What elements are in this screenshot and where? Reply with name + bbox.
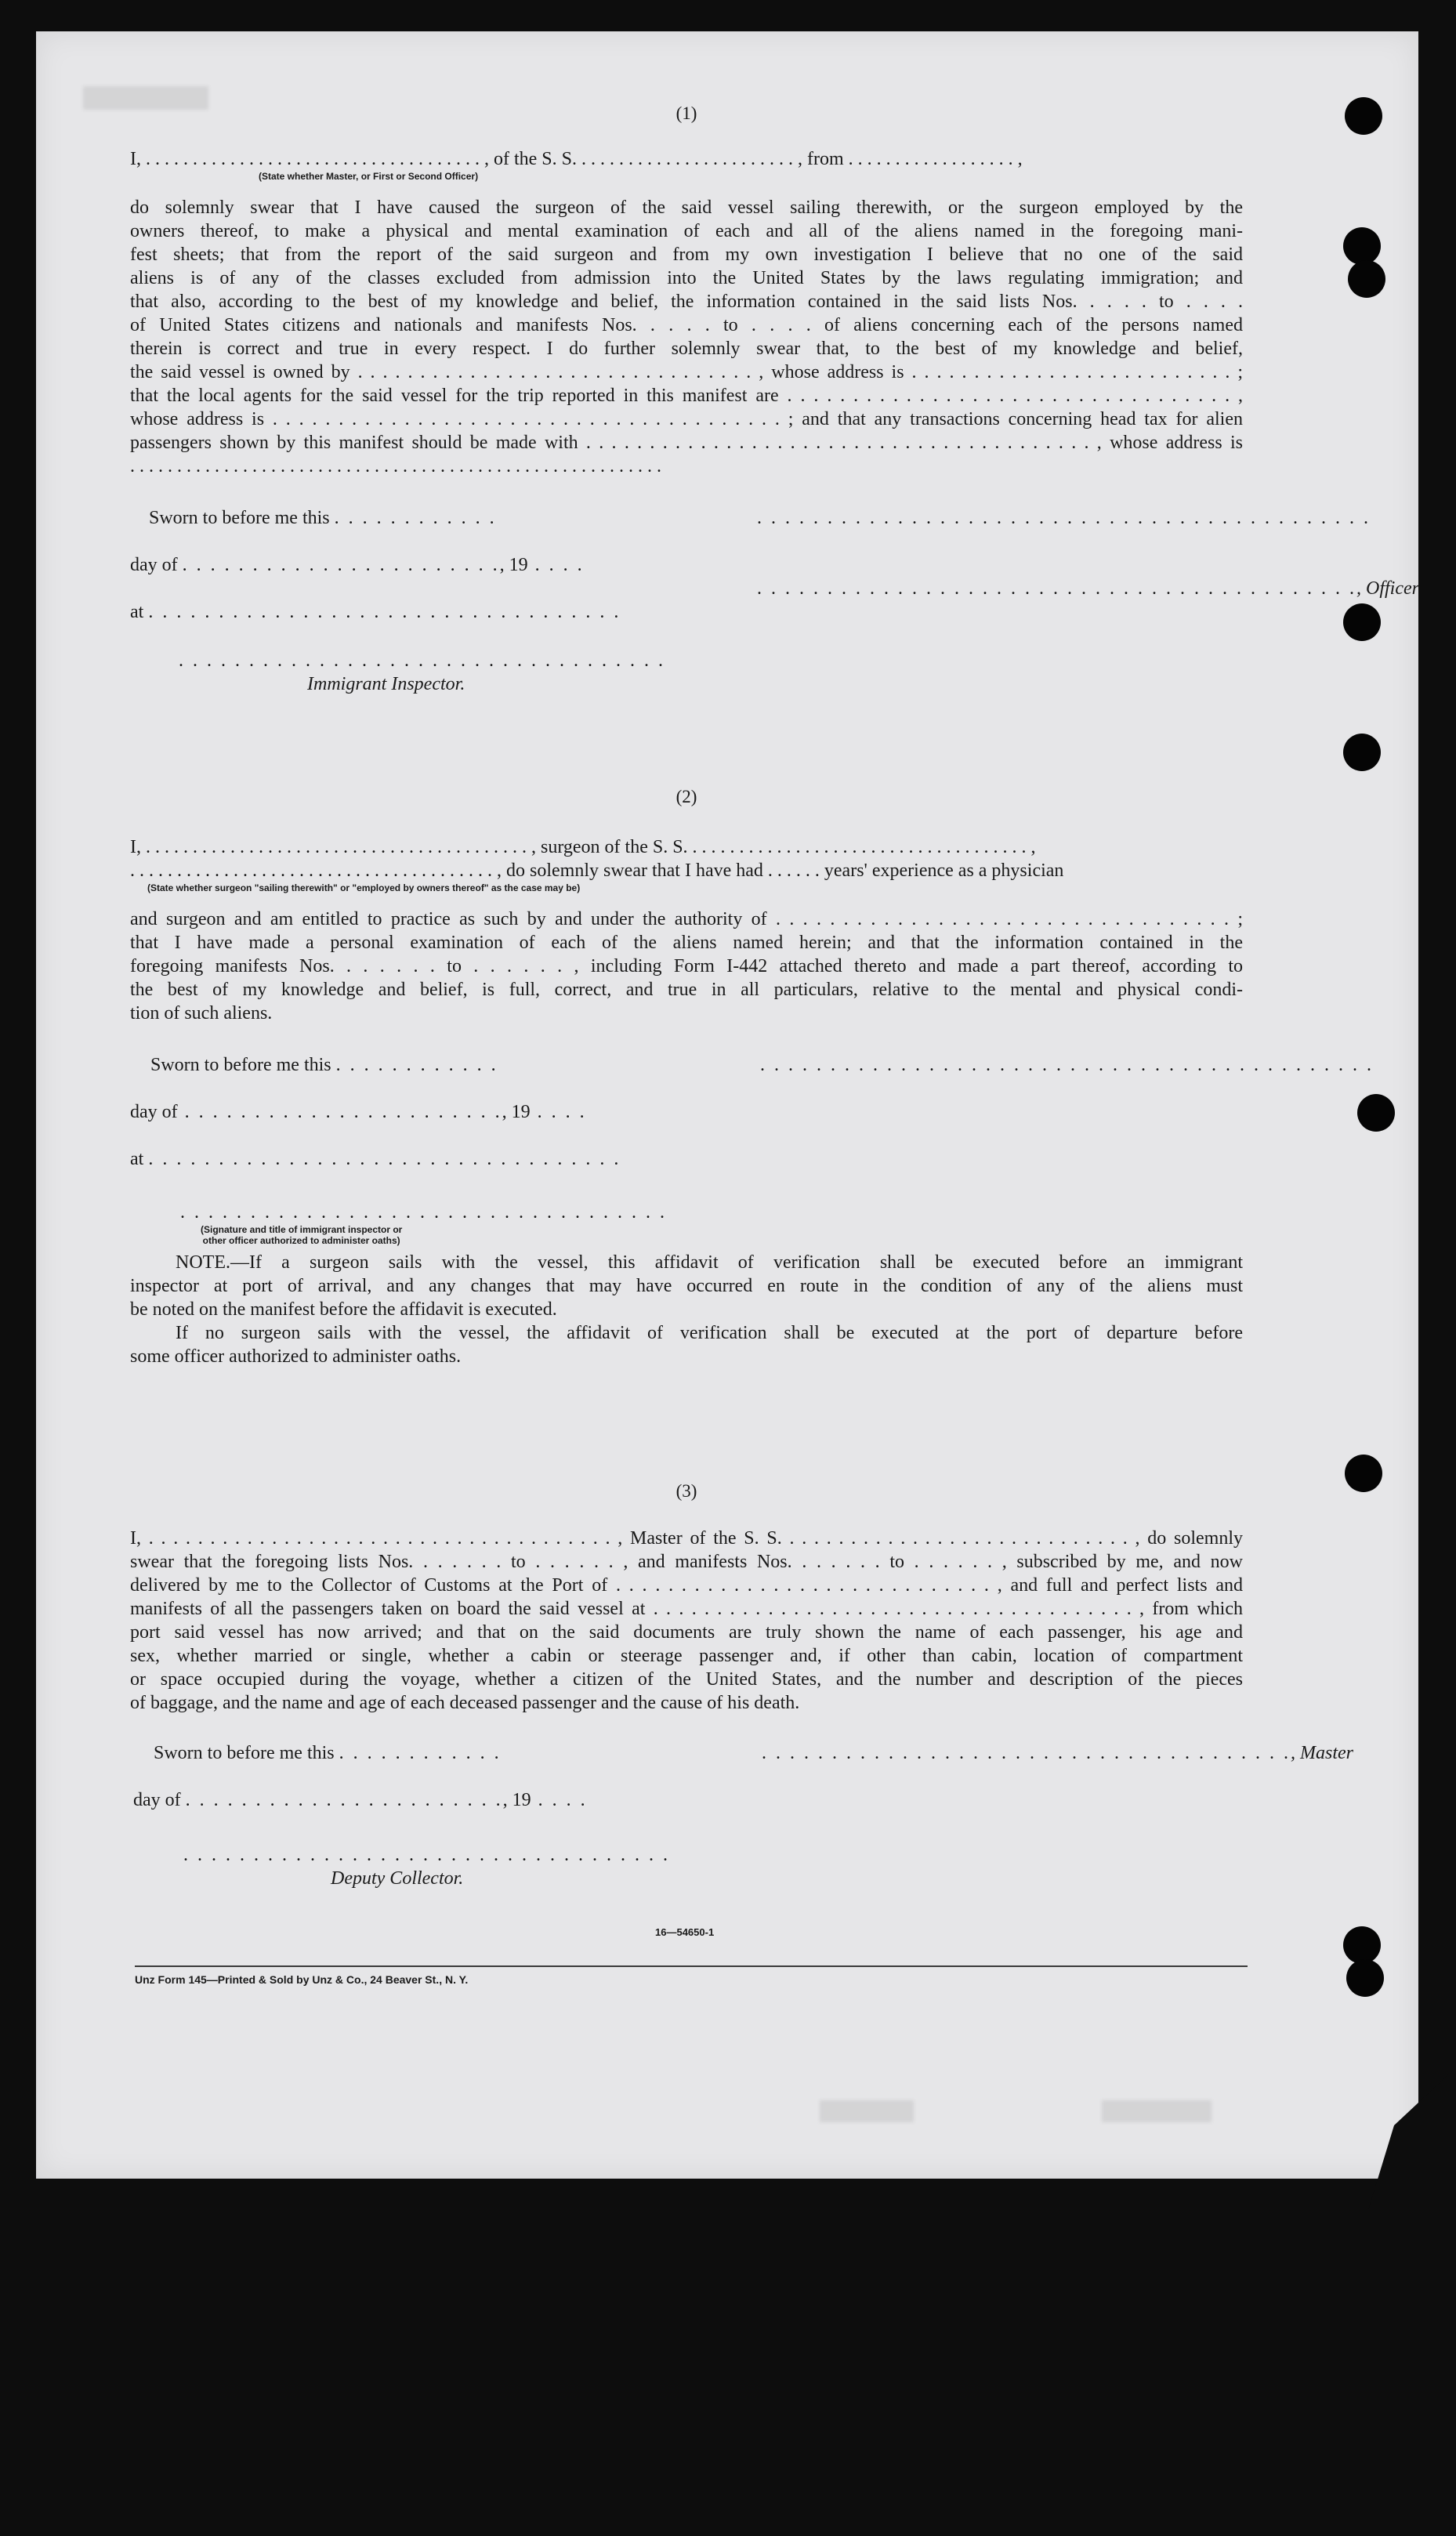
section-1-number: (1) bbox=[675, 103, 697, 123]
section-1-first-line bbox=[130, 147, 1243, 171]
inspector-title: Immigrant Inspector. bbox=[307, 674, 465, 694]
note-line: inspector at port of arrival, and any changes that may have occurred en route in the condition of any of the aliens must bbox=[130, 1276, 1243, 1296]
punch-hole bbox=[1343, 734, 1381, 771]
note-line: some officer authorized to administer oaths. bbox=[130, 1346, 462, 1367]
surgeon-note: (State whether surgeon "sailing therewith" or "employed by owners thereof" as the case may be) bbox=[147, 882, 581, 893]
printer-footer: Unz Form 145—Printed & Sold by Unz & Co., 24 Beaver St., N. Y. bbox=[135, 1973, 469, 1986]
section-1-body bbox=[130, 196, 1243, 478]
section-3-line: delivered by me to the Collector of Customs at the Port of . . . . . . . . . . . . . . . . . . . . . . . . . . . . . , and full and perfect lists and bbox=[130, 1575, 1243, 1596]
section-1-line: fest sheets; that from the report of the said surgeon and from my own investigation I believe that no one of the said bbox=[130, 245, 1243, 265]
punch-hole bbox=[1348, 260, 1385, 298]
signature-line: . . . . . . . . . . . . . . . . . . . . . . . . . . . . . . . . . . . bbox=[180, 1202, 667, 1223]
section-2-body bbox=[130, 908, 1243, 1025]
signature-line: . . . . . . . . . . . . . . . . . . . . . . . . . . . . . . . . . . . . . . . . . . . . bbox=[760, 1055, 1374, 1075]
master-signature: . . . . . . . . . . . . . . . . . . . . . . . . . . . . . . . . . . . . . ., Master bbox=[762, 1743, 1353, 1763]
section-2-intro bbox=[130, 835, 1243, 882]
bleed-through-mark bbox=[1102, 2100, 1212, 2122]
section-2-line: the best of my knowledge and belief, is full, correct, and true in all particulars, relative to the mental and physical condi- bbox=[130, 980, 1243, 1000]
section-1-line: passengers shown by this manifest should be made with . . . . . . . . . . . . . . . . . . . . . . . . . . . . . . . . . . . . . . . . , whose address is bbox=[130, 433, 1243, 453]
form-number: 16—54650-1 bbox=[655, 1926, 715, 1938]
section-3-line: I, . . . . . . . . . . . . . . . . . . . . . . . . . . . . . . . . . . . . . . , Master of the S. S. . . . . . . . . . . . . . . . . . . . . . . . . . . . . , do solemnly bbox=[130, 1528, 1243, 1549]
section-3-number: (3) bbox=[675, 1481, 697, 1501]
sworn-label: Sworn to before me this . . . . . . . . . . . . bbox=[149, 508, 497, 528]
signature-note bbox=[201, 1224, 402, 1246]
punch-hole bbox=[1357, 1094, 1395, 1132]
section-3-line: manifests of all the passengers taken on board the said vessel at . . . . . . . . . . . . . . . . . . . . . . . . . . . . . . . . . . . . . . , from which bbox=[130, 1599, 1243, 1619]
section-3-line: sex, whether married or single, whether a cabin or steerage passenger and, if other than cabin, location of compartment bbox=[130, 1646, 1243, 1666]
inspector-signature-line: . . . . . . . . . . . . . . . . . . . . . . . . . . . . . . . . . . . bbox=[179, 650, 665, 671]
section-1-line: of United States citizens and nationals and manifests Nos. . . . . to . . . . of aliens concerning each of the persons named bbox=[130, 315, 1243, 335]
punch-hole bbox=[1343, 1926, 1381, 1964]
section-2-number: (2) bbox=[675, 787, 697, 806]
section-1-line: owners thereof, to make a physical and mental examination of each and all of the aliens named in the foregoing mani- bbox=[130, 221, 1243, 241]
section-2-line: . . . . . . . . . . . . . . . . . . . . . . . . . . . . . . . . . . . . . . . , do solemnly swear that I have had . . . . . . years' experience as a physician bbox=[130, 860, 1064, 881]
note-line: be noted on the manifest before the affidavit is executed. bbox=[130, 1299, 557, 1320]
punch-hole bbox=[1345, 97, 1382, 135]
section-2-line: and surgeon and am entitled to practice as such by and under the authority of . . . . . . . . . . . . . . . . . . . . . . . . . . . . . . . . . . ; bbox=[130, 909, 1243, 929]
section-2-line: foregoing manifests Nos. . . . . . . to . . . . . . , including Form I-442 attached thereto and made a part thereof, according to bbox=[130, 956, 1243, 976]
signature-note-line: (Signature and title of immigrant inspector or bbox=[201, 1224, 403, 1235]
section-1-line: the said vessel is owned by . . . . . . . . . . . . . . . . . . . . . . . . . . . . . . . . , whose address is . . . . . . . . . . . . . . . . . . . . . . . . . . ; bbox=[130, 362, 1243, 382]
note-paragraph bbox=[130, 1251, 1243, 1368]
section-3-line: port said vessel has now arrived; and that on the said documents are truly shown the name of each passenger, his age and bbox=[130, 1622, 1243, 1643]
section-1-line: . . . . . . . . . . . . . . . . . . . . . . . . . . . . . . . . . . . . . . . . . . . . . . . . . . . . . . . . . bbox=[130, 456, 661, 476]
section-3-line: or space occupied during the voyage, whether a citizen of the United States, and the number and description of the pieces bbox=[130, 1669, 1243, 1690]
day-of-label: day of . . . . . . . . . . . . . . . . . . . . . . ., 19 . . . . bbox=[130, 1102, 587, 1122]
master-note: (State whether Master, or First or Second Officer) bbox=[259, 171, 479, 182]
section-1-line: therein is correct and true in every respect. I do further solemnly swear that, to the best of my knowledge and belief, bbox=[130, 339, 1243, 359]
punch-hole bbox=[1343, 603, 1381, 641]
at-label: at . . . . . . . . . . . . . . . . . . . . . . . . . . . . . . . . . . bbox=[130, 602, 621, 622]
section-3-line: swear that the foregoing lists Nos. . . . . . . to . . . . . . , and manifests Nos. . . . . . . to . . . . . . , subscribed by me, and now bbox=[130, 1552, 1243, 1572]
torn-corner bbox=[1368, 2069, 1454, 2210]
punch-hole bbox=[1346, 1959, 1384, 1997]
section-1-line: aliens is of any of the classes excluded from admission into the United States by the laws regulating immigration; and bbox=[130, 268, 1243, 288]
section-1-line: do solemnly swear that I have caused the surgeon of the said vessel sailing therewith, or the surgeon employed by the bbox=[130, 197, 1243, 218]
sworn-label: Sworn to before me this . . . . . . . . . . . . bbox=[154, 1743, 502, 1763]
form-page bbox=[36, 31, 1418, 2179]
section-3-line: of baggage, and the name and age of each deceased passenger and the cause of his death. bbox=[130, 1693, 800, 1713]
day-of-label: day of . . . . . . . . . . . . . . . . . . . . . . ., 19 . . . . bbox=[133, 1790, 588, 1810]
section-2-line: that I have made a personal examination of each of the aliens named herein; and that the information contained in the bbox=[130, 933, 1243, 953]
section-1-line: I, . . . . . . . . . . . . . . . . . . . . . . . . . . . . . . . . . . . . , of the S. S. . . . . . . . . . . . . . . . . . . . . . . . , from . . . . . . . . . . . . . . . . . . , bbox=[130, 149, 1023, 169]
section-1-line: whose address is . . . . . . . . . . . . . . . . . . . . . . . . . . . . . . . . . . . . . . . ; and that any transactions concerning head tax for alien bbox=[130, 409, 1243, 429]
section-1-line: that also, according to the best of my knowledge and belief, the information contained in the said lists Nos. . . . . to . . . . bbox=[130, 292, 1243, 312]
officer-signature: . . . . . . . . . . . . . . . . . . . . . . . . . . . . . . . . . . . . . . . . . . ., Officer bbox=[757, 578, 1419, 599]
punch-hole bbox=[1345, 1455, 1382, 1492]
collector-signature-line: . . . . . . . . . . . . . . . . . . . . . . . . . . . . . . . . . . . bbox=[183, 1845, 670, 1865]
section-2-line: tion of such aliens. bbox=[130, 1003, 273, 1023]
section-2-line: I, . . . . . . . . . . . . . . . . . . . . . . . . . . . . . . . . . . . . . . . . . , surgeon of the S. S. . . . . . . . . . . . . . . . . . . . . . . . . . . . . . . . . . . . . , bbox=[130, 837, 1036, 857]
note-line: If no surgeon sails with the vessel, the affidavit of verification shall be executed at the port of departure before bbox=[176, 1323, 1243, 1343]
footer-rule bbox=[135, 1965, 1248, 1967]
signature-note-line: other officer authorized to administer oaths) bbox=[202, 1235, 400, 1246]
sworn-label: Sworn to before me this . . . . . . . . . . . . bbox=[150, 1055, 498, 1075]
day-of-label: day of . . . . . . . . . . . . . . . . . . . . . . ., 19 . . . . bbox=[130, 555, 585, 575]
punch-hole bbox=[1343, 227, 1381, 265]
section-3-body bbox=[130, 1527, 1243, 1715]
section-1-line: that the local agents for the said vessel for the trip reported in this manifest are . . . . . . . . . . . . . . . . . . . . . . . . . . . . . . . . . . , bbox=[130, 386, 1243, 406]
bleed-through-mark bbox=[820, 2100, 914, 2122]
signature-line: . . . . . . . . . . . . . . . . . . . . . . . . . . . . . . . . . . . . . . . . . . . . bbox=[757, 508, 1371, 528]
at-label: at . . . . . . . . . . . . . . . . . . . . . . . . . . . . . . . . . . bbox=[130, 1149, 621, 1169]
note-line: NOTE.—If a surgeon sails with the vessel, this affidavit of verification shall be executed before an immigrant bbox=[176, 1252, 1243, 1273]
collector-title: Deputy Collector. bbox=[331, 1868, 464, 1889]
